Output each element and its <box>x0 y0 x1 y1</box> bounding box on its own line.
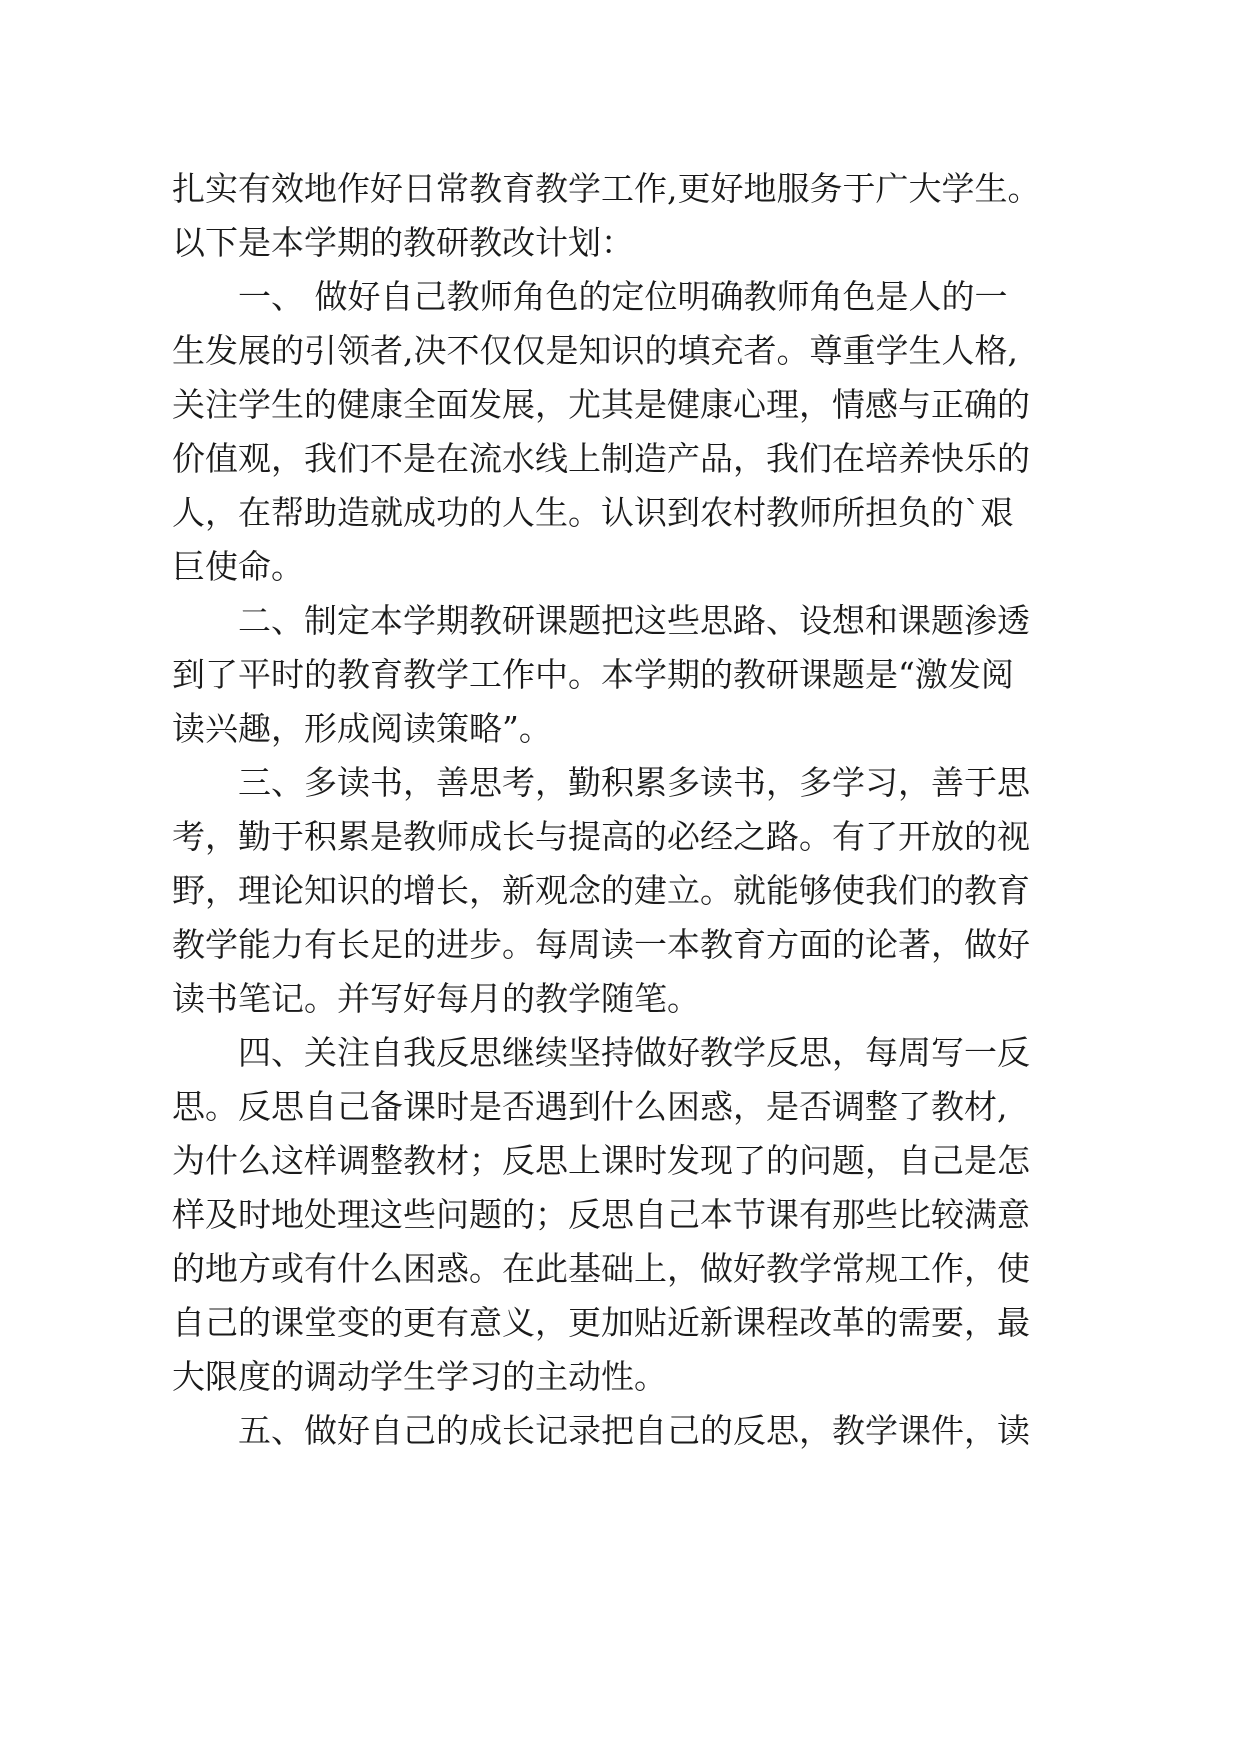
text-line <box>0 808 1241 866</box>
line-text: 二、制定本学期教研课题把这些思路、设想和课题渗透 <box>238 601 1030 640</box>
line-text: 考，勤于积累是教师成长与提高的必经之路。有了开放的视 <box>172 817 1030 856</box>
line-text: 三、多读书，善思考，勤积累多读书，多学习，善于思 <box>238 763 1030 802</box>
text-line <box>0 1240 1241 1298</box>
line-text: 一、 做好自己教师角色的定位明确教师角色是人的一 <box>238 277 1008 316</box>
text-line <box>0 484 1241 542</box>
text-line <box>0 538 1241 596</box>
line-text: 的地方或有什么困惑。在此基础上，做好教学常规工作，使 <box>172 1249 1030 1288</box>
line-text: 样及时地处理这些问题的；反思自己本节课有那些比较满意 <box>172 1195 1030 1234</box>
text-line <box>0 754 1241 812</box>
line-text: 五、做好自己的成长记录把自己的反思，教学课件，读 <box>238 1411 1030 1450</box>
text-line <box>0 1402 1241 1460</box>
text-line <box>0 214 1241 272</box>
line-text: 巨使命。 <box>172 547 304 586</box>
text-line <box>0 916 1241 974</box>
line-text: 价值观，我们不是在流水线上制造产品，我们在培养快乐的 <box>172 439 1030 478</box>
text-line <box>0 1024 1241 1082</box>
text-line <box>0 1078 1241 1136</box>
text-line <box>0 592 1241 650</box>
line-text: 到了平时的教育教学工作中。本学期的教研课题是“激发阅 <box>172 655 1014 694</box>
text-line <box>0 322 1241 380</box>
text-line <box>0 970 1241 1028</box>
line-text: 关注学生的健康全面发展，尤其是健康心理，情感与正确的 <box>172 385 1030 424</box>
line-text: 读书笔记。并写好每月的教学随笔。 <box>172 979 700 1018</box>
line-text: 思。反思自己备课时是否遇到什么困惑，是否调整了教材, <box>172 1087 1008 1126</box>
text-line <box>0 862 1241 920</box>
line-text: 大限度的调动学生学习的主动性。 <box>172 1357 667 1396</box>
line-text: 生发展的引领者,决不仅仅是知识的填充者。尊重学生人格, <box>172 331 1018 370</box>
text-line <box>0 430 1241 488</box>
line-text: 以下是本学期的教研教改计划： <box>172 223 634 262</box>
text-line <box>0 1294 1241 1352</box>
text-line <box>0 1132 1241 1190</box>
text-line <box>0 700 1241 758</box>
line-text: 人，在帮助造就成功的人生。认识到农村教师所担负的`艰 <box>172 493 1014 532</box>
line-text: 为什么这样调整教材；反思上课时发现了的问题，自己是怎 <box>172 1141 1030 1180</box>
text-line <box>0 1348 1241 1406</box>
line-text: 四、关注自我反思继续坚持做好教学反思，每周写一反 <box>238 1033 1030 1072</box>
text-line <box>0 1186 1241 1244</box>
line-text: 野，理论知识的增长，新观念的建立。就能够使我们的教育 <box>172 871 1030 910</box>
text-line <box>0 268 1241 326</box>
line-text: 自己的课堂变的更有意义，更加贴近新课程改革的需要，最 <box>172 1303 1030 1342</box>
text-line <box>0 646 1241 704</box>
text-line <box>0 376 1241 434</box>
line-text: 教学能力有长足的进步。每周读一本教育方面的论著，做好 <box>172 925 1030 964</box>
line-text: 读兴趣，形成阅读策略”。 <box>172 709 552 748</box>
text-line <box>0 160 1241 218</box>
line-text: 扎实有效地作好日常教育教学工作,更好地服务于广大学生。 <box>172 169 1041 208</box>
